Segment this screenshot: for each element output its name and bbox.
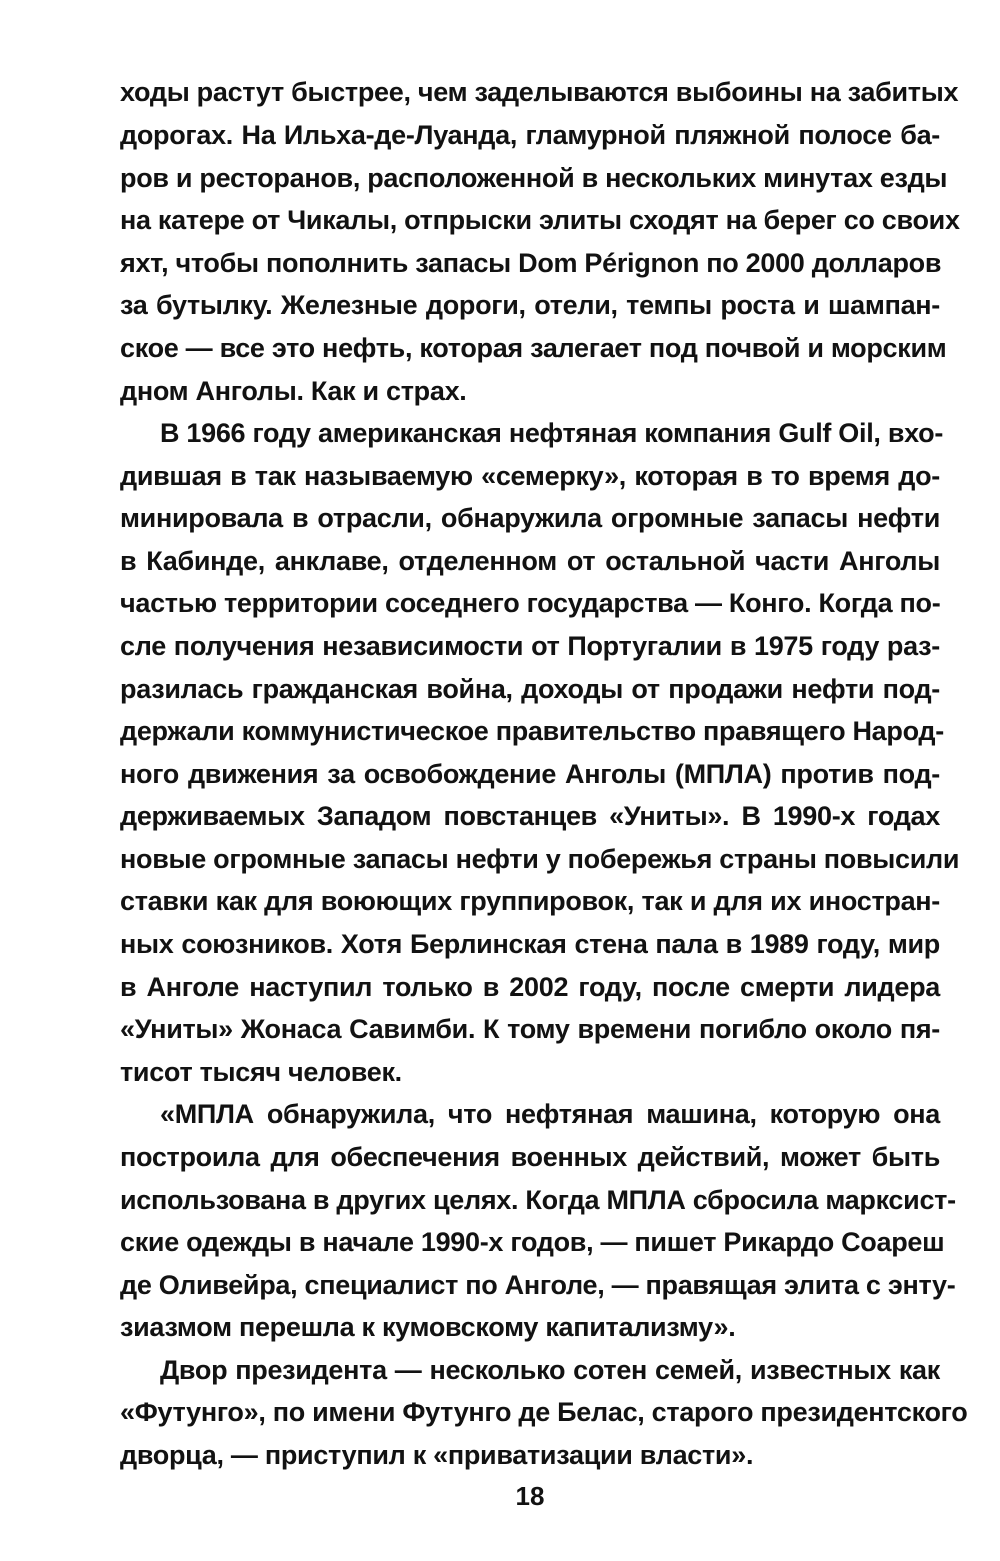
text-line: ров и ресторанов, расположенной в нескольких минутах езды: [120, 163, 948, 193]
text-line: использована в других целях. Когда МПЛА сбросила марксист-: [120, 1185, 956, 1215]
text-line: в Анголе наступил только в 2002 году, после смерти лидера: [120, 972, 940, 1002]
text-line: «Футунго», по имени Футунго де Белас, старого президентского: [120, 1397, 968, 1427]
text-line: «МПЛА обнаружила, что нефтяная машина, которую она: [160, 1099, 940, 1129]
text-line: ставки как для воюющих группировок, так и для их иностран-: [120, 886, 940, 916]
text-line: новые огромные запасы нефти у побережья страны повысили: [120, 844, 960, 874]
text-line: дворца, — приступил к «приватизации власти».: [120, 1440, 754, 1470]
text-line: в Кабинде, анклаве, отделенном от остальной части Анголы: [120, 546, 940, 576]
text-line: Двор президента — несколько сотен семей, известных как: [160, 1355, 940, 1385]
text-line: держиваемых Западом повстанцев «Униты». В 1990-х годах: [120, 801, 940, 831]
text-line: тисот тысяч человек.: [120, 1057, 402, 1087]
text-line: минировала в отрасли, обнаружила огромные запасы нефти: [120, 503, 940, 533]
text-line: ходы растут быстрее, чем заделываются выбоины на забитых: [120, 77, 959, 107]
text-line: за бутылку. Железные дороги, отели, темпы роста и шампан-: [120, 290, 940, 320]
text-line: де Оливейра, специалист по Анголе, — правящая элита с энту-: [120, 1270, 956, 1300]
text-line: построила для обеспечения военных действий, может быть: [120, 1142, 940, 1172]
text-line: на катере от Чикалы, отпрыски элиты сходят на берег со своих: [120, 205, 960, 235]
text-line: дном Анголы. Как и страх.: [120, 376, 467, 406]
page-number: 18: [515, 1481, 545, 1511]
text-line: ское — все это нефть, которая залегает под почвой и морским: [120, 333, 947, 363]
text-line: частью территории соседнего государства — Конго. Когда по-: [120, 588, 941, 618]
text-line: «Униты» Жонаса Савимби. К тому времени погибло около пя-: [120, 1014, 940, 1044]
text-line: В 1966 году американская нефтяная компания Gulf Oil, вхо-: [160, 418, 944, 448]
text-line: дившая в так называемую «семерку», которая в то время до-: [120, 461, 940, 491]
text-line: дорогах. На Ильха-де-Луанда, гламурной пляжной полосе ба-: [120, 120, 940, 150]
text-line: ские одежды в начале 1990-х годов, — пишет Рикардо Соареш: [120, 1227, 945, 1257]
text-line: зиазмом перешла к кумовскому капитализму».: [120, 1312, 736, 1342]
text-line: ных союзников. Хотя Берлинская стена пала в 1989 году, мир: [120, 929, 940, 959]
text-line: яхт, чтобы пополнить запасы Dom Pérignon по 2000 долларов: [120, 248, 942, 278]
text-line: держали коммунистическое правительство правящего Народ-: [120, 716, 944, 746]
text-line: разилась гражданская война, доходы от продажи нефти под-: [120, 674, 940, 704]
text-line: сле получения независимости от Португалии в 1975 году раз-: [120, 631, 940, 661]
text-line: ного движения за освобождение Анголы (МПЛА) против под-: [120, 759, 940, 789]
